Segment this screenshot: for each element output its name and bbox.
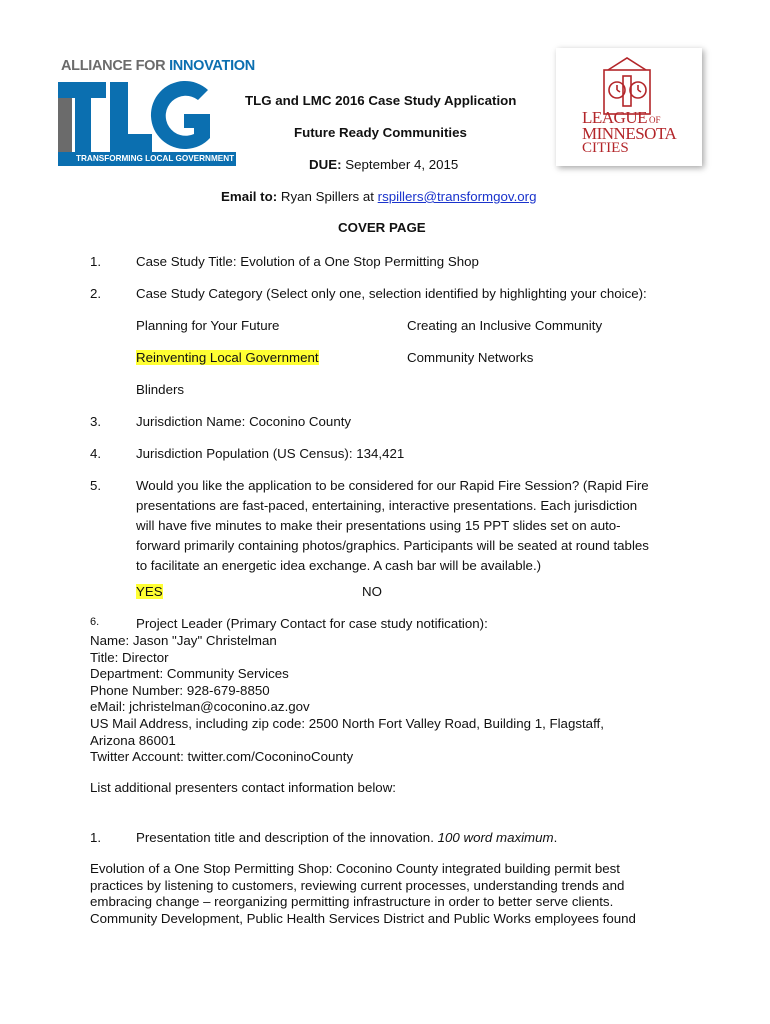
- tlg-logo-mark: [58, 76, 218, 152]
- contact-block: [90, 633, 604, 766]
- document-title: TLG and LMC 2016 Case Study Application: [245, 93, 517, 108]
- lmc-logo-minnesota: MINNESOTA: [582, 124, 677, 143]
- item-number-4: 4.: [90, 446, 102, 461]
- contact-email: eMail: jchristelman@coconino.az.gov: [90, 699, 310, 715]
- category-inclusive: Creating an Inclusive Community: [407, 318, 603, 333]
- presentation-label: Presentation title and description of the innovation. 100 word maximum.: [136, 830, 558, 845]
- category-networks: Community Networks: [407, 350, 534, 365]
- lmc-logo: [556, 48, 702, 166]
- item-number-5: 5.: [90, 478, 102, 493]
- contact-name: Name: Jason "Jay" Christelman: [90, 633, 277, 648]
- clock-tower-icon: [594, 56, 660, 116]
- tlg-logo-banner: TRANSFORMING LOCAL GOVERNMENT 2016: [58, 152, 236, 166]
- contact-mail-address-cont: Arizona 86001: [90, 732, 176, 748]
- category-reinventing-selected: Reinventing Local Government: [136, 350, 319, 365]
- rapid-fire-yes-selected: YES: [136, 584, 163, 599]
- contact-title: Title: Director: [90, 649, 169, 665]
- additional-presenters-label: List additional presenters contact information below:: [90, 780, 396, 795]
- presentation-number: 1.: [90, 830, 102, 845]
- email-to-line: Email to: Ryan Spillers at rspillers@transformgov.org: [221, 189, 537, 204]
- lmc-logo-cities: CITIES: [582, 140, 629, 156]
- contact-department: Department: Community Services: [90, 666, 289, 682]
- item-number-1: 1.: [90, 254, 102, 269]
- contact-twitter: Twitter Account: twitter.com/CoconinoCounty: [90, 749, 354, 765]
- presentation-description: Evolution of a One Stop Permitting Shop: Coconino County integrated building permit best practices by listening to customers, reviewing current processes, understanding trends and embracing change – reorganizing permitting infrastructure in order to better serve clients. Community Development, Public Health Services District and Public Works employees found: [90, 861, 636, 926]
- case-study-title: Case Study Title: Evolution of a One Stop Permitting Shop: [136, 254, 479, 269]
- contact-mail-address: US Mail Address, including zip code: 2500 North Fort Valley Road, Building 1, Flagstaff,: [90, 715, 604, 731]
- project-leader-label: Project Leader (Primary Contact for case study notification):: [136, 616, 488, 631]
- contact-phone: Phone Number: 928-679-8850: [90, 682, 270, 698]
- rapid-fire-question: Would you like the application to be considered for our Rapid Fire Session? (Rapid Fire presentations are fast-paced, entertaining, interactive presentations. Each jurisdiction will have five minutes to make their presentations using 15 PPT slides set on auto- forward primarily containing photos/graphics. Participants will be seated at round tables to facilitate an energetic idea exchange. A cash bar will be available.): [136, 478, 649, 573]
- lmc-logo-league: LEAGUE OF: [582, 108, 661, 127]
- due-date: DUE: September 4, 2015: [309, 157, 459, 172]
- case-study-category: Case Study Category (Select only one, selection identified by highlighting your choice):: [136, 286, 647, 301]
- rapid-fire-no: NO: [362, 584, 382, 599]
- jurisdiction-name: Jurisdiction Name: Coconino County: [136, 414, 352, 429]
- item-number-2: 2.: [90, 286, 102, 301]
- cover-page-heading: COVER PAGE: [338, 220, 426, 235]
- item-number-6: 6.: [90, 616, 100, 628]
- tlg-logo: [58, 58, 255, 170]
- tlg-logo-tagline: ALLIANCE FOR INNOVATION: [61, 58, 255, 74]
- jurisdiction-population: Jurisdiction Population (US Census): 134,421: [136, 446, 405, 461]
- email-link[interactable]: rspillers@transformgov.org: [377, 189, 537, 204]
- item-number-3: 3.: [90, 414, 102, 429]
- document-subtitle: Future Ready Communities: [294, 125, 467, 140]
- category-blinders: Blinders: [136, 382, 185, 397]
- category-planning: Planning for Your Future: [136, 318, 280, 333]
